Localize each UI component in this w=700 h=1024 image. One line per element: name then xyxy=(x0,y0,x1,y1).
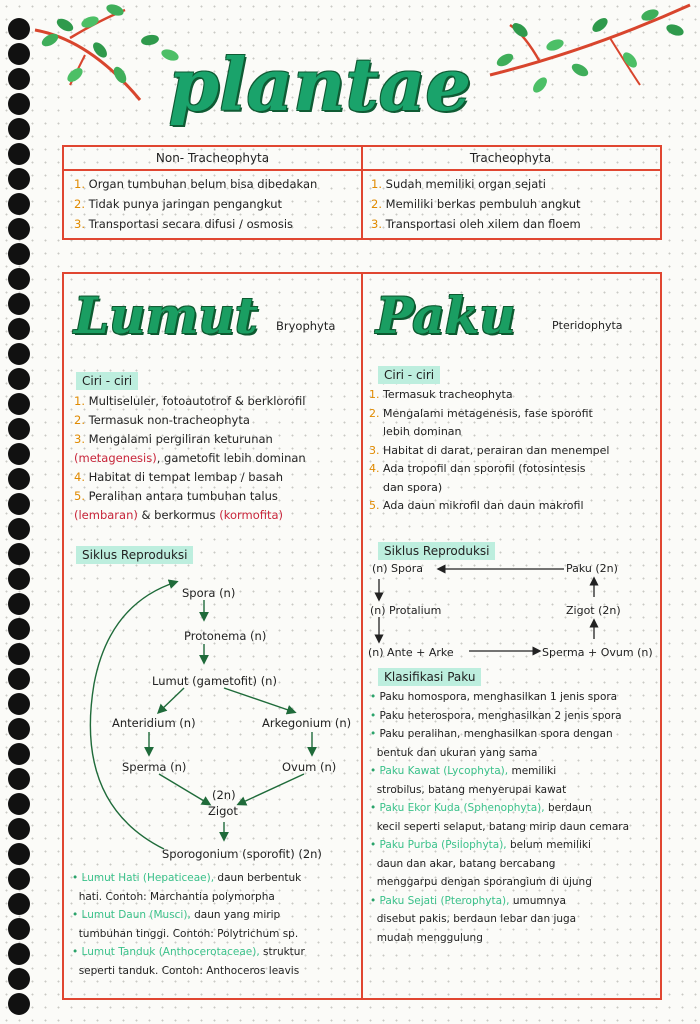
paku-node-sperma-ovum: Sperma + Ovum (n) xyxy=(542,646,653,659)
lumut-siklus-label: Siklus Reproduksi xyxy=(76,546,193,564)
binder-hole xyxy=(8,18,30,40)
node-gametofit: Lumut (gametofit) (n) xyxy=(152,674,277,688)
binder-hole xyxy=(8,368,30,390)
list-item: • Paku homospora, menghasilkan 1 jenis spora xyxy=(370,691,618,703)
node-ovum: Ovum (n) xyxy=(282,760,337,774)
lumut-latin: Bryophyta xyxy=(276,319,336,333)
binder-hole xyxy=(8,193,30,215)
node-anteridium: Anteridium (n) xyxy=(112,716,196,730)
binder-hole xyxy=(8,343,30,365)
list-item: 4. Ada tropofil dan sporofil (fotosintesis dan spora) xyxy=(369,462,586,494)
paku-node-protalium: (n) Protalium xyxy=(370,604,442,617)
binder-hole xyxy=(8,268,30,290)
paku-klasifikasi-label: Klasifikasi Paku xyxy=(378,668,481,686)
binder-hole xyxy=(8,593,30,615)
binder-hole xyxy=(8,518,30,540)
binder-hole xyxy=(8,93,30,115)
node-sperma: Sperma (n) xyxy=(122,760,187,774)
lumut-jenis-list xyxy=(72,869,360,980)
list-item: 1. Termasuk tracheophyta xyxy=(369,388,513,401)
list-item: • Paku peralihan, menghasilkan spora dengan bentuk dan ukuran yang sama xyxy=(370,728,613,759)
list-item: 5. Peralihan antara tumbuhan talus (lembaran) & berkormus (kormofita) xyxy=(74,489,284,522)
lumut-heading: Lumut xyxy=(74,286,258,345)
paku-ciri-list xyxy=(369,386,659,516)
panel-divider xyxy=(361,274,363,998)
binder-hole xyxy=(8,443,30,465)
list-item: • Lumut Hati (Hepaticeae), daun berbentuk hati. Contoh: Marchantia polymorpha xyxy=(72,872,302,903)
binder-hole xyxy=(8,893,30,915)
header-tracheophyta: Tracheophyta xyxy=(361,147,660,171)
list-item: 1. Organ tumbuhan belum bisa dibedakan xyxy=(74,177,318,191)
binder-hole xyxy=(8,243,30,265)
binder-hole xyxy=(8,543,30,565)
paku-node-zigot: Zigot (2n) xyxy=(566,604,621,617)
list-non-tracheophyta xyxy=(74,174,359,234)
binder-hole xyxy=(8,618,30,640)
list-item: 3. Transportasi oleh xilem dan floem xyxy=(371,217,581,231)
binder-hole xyxy=(8,418,30,440)
binder-hole xyxy=(8,143,30,165)
binder-hole xyxy=(8,493,30,515)
node-spora: Spora (n) xyxy=(182,586,236,600)
list-item: • Paku Purba (Psilophyta), belum memiliki daun dan akar, batang bercabang menggarpu dengan sporangium di ujung xyxy=(370,839,592,888)
header-non-tracheophyta: Non- Tracheophyta xyxy=(64,147,361,171)
node-protonema: Protonema (n) xyxy=(184,629,267,643)
binder-hole xyxy=(8,43,30,65)
paku-siklus-label: Siklus Reproduksi xyxy=(378,542,495,560)
binder-hole xyxy=(8,568,30,590)
list-item: • Paku Kawat (Lycophyta), memiliki strobilus, batang menyerupai kawat xyxy=(370,765,567,796)
binder-holes xyxy=(0,0,40,1024)
list-item: 1. Multiseluler, fotoautotrof & berklorofil xyxy=(74,394,306,408)
list-item: 5. Ada daun mikrofil dan daun makrofil xyxy=(369,499,584,512)
binder-hole xyxy=(8,818,30,840)
list-tracheophyta xyxy=(371,174,656,234)
binder-hole xyxy=(8,468,30,490)
binder-hole xyxy=(8,793,30,815)
binder-hole xyxy=(8,168,30,190)
list-item: 3. Transportasi secara difusi / osmosis xyxy=(74,217,294,231)
binder-hole xyxy=(8,118,30,140)
list-item: • Paku Ekor Kuda (Sphenophyta), berdaun kecil seperti selaput, batang mirip daun cemara xyxy=(370,802,630,833)
paku-heading: Paku xyxy=(376,286,516,345)
binder-hole xyxy=(8,868,30,890)
binder-hole xyxy=(8,318,30,340)
list-item: 2. Tidak punya jaringan pengangkut xyxy=(74,197,283,211)
paku-node-ante-arke: (n) Ante + Arke xyxy=(368,646,454,659)
binder-hole xyxy=(8,218,30,240)
binder-hole xyxy=(8,718,30,740)
node-zigot: Zigot xyxy=(208,804,238,818)
node-sporogonium: Sporogonium (sporofit) (2n) xyxy=(162,847,322,861)
paku-node-paku: Paku (2n) xyxy=(566,562,618,575)
binder-hole xyxy=(8,943,30,965)
binder-hole xyxy=(8,993,30,1015)
binder-hole xyxy=(8,393,30,415)
binder-hole xyxy=(8,643,30,665)
list-item: 2. Memiliki berkas pembuluh angkut xyxy=(371,197,581,211)
list-item: 3. Mengalami pergiliran keturunan (metagenesis), gametofit lebih dominan xyxy=(74,432,306,465)
node-zigot-ploidy: (2n) xyxy=(212,788,236,802)
binder-hole xyxy=(8,918,30,940)
list-item: 1. Sudah memiliki organ sejati xyxy=(371,177,546,191)
list-item: • Paku heterospora, menghasilkan 2 jenis spora xyxy=(370,709,622,722)
binder-hole xyxy=(8,668,30,690)
list-item: 2. Mengalami metagenesis, fase sporofit lebih dominan xyxy=(369,406,593,438)
binder-hole xyxy=(8,743,30,765)
node-arkegonium: Arkegonium (n) xyxy=(262,716,352,730)
list-item: • Paku Sejati (Pterophyta), umumnya disebut pakis, berdaun lebar dan juga mudah menggulung xyxy=(370,894,577,944)
leaf-branch-right-icon xyxy=(480,0,695,110)
list-item: • Lumut Tanduk (Anthocerotaceae), struktur seperti tanduk. Contoh: Anthoceros leavis xyxy=(72,946,305,977)
binder-hole xyxy=(8,693,30,715)
binder-hole xyxy=(8,293,30,315)
paku-latin: Pteridophyta xyxy=(552,319,623,332)
paku-node-spora: (n) Spora xyxy=(372,562,424,575)
list-item: 4. Habitat di tempat lembap / basah xyxy=(74,470,283,484)
comparison-table xyxy=(62,145,662,240)
detail-panel xyxy=(62,272,662,1000)
binder-hole xyxy=(8,968,30,990)
paku-ciri-label: Ciri - ciri xyxy=(378,366,440,384)
table-divider xyxy=(361,147,363,238)
binder-hole xyxy=(8,768,30,790)
list-item: • Lumut Daun (Musci), daun yang mirip tumbuhan tinggi. Contoh: Polytrichum sp. xyxy=(72,909,299,940)
binder-hole xyxy=(8,843,30,865)
list-item: 3. Habitat di darat, perairan dan menempel xyxy=(369,443,610,457)
paku-klasifikasi-list xyxy=(370,688,662,947)
page-title: plantae xyxy=(168,42,472,127)
lumut-ciri-label: Ciri - ciri xyxy=(76,372,138,390)
list-item: 2. Termasuk non-tracheophyta xyxy=(74,413,250,427)
lumut-ciri-list xyxy=(74,392,359,525)
binder-hole xyxy=(8,68,30,90)
